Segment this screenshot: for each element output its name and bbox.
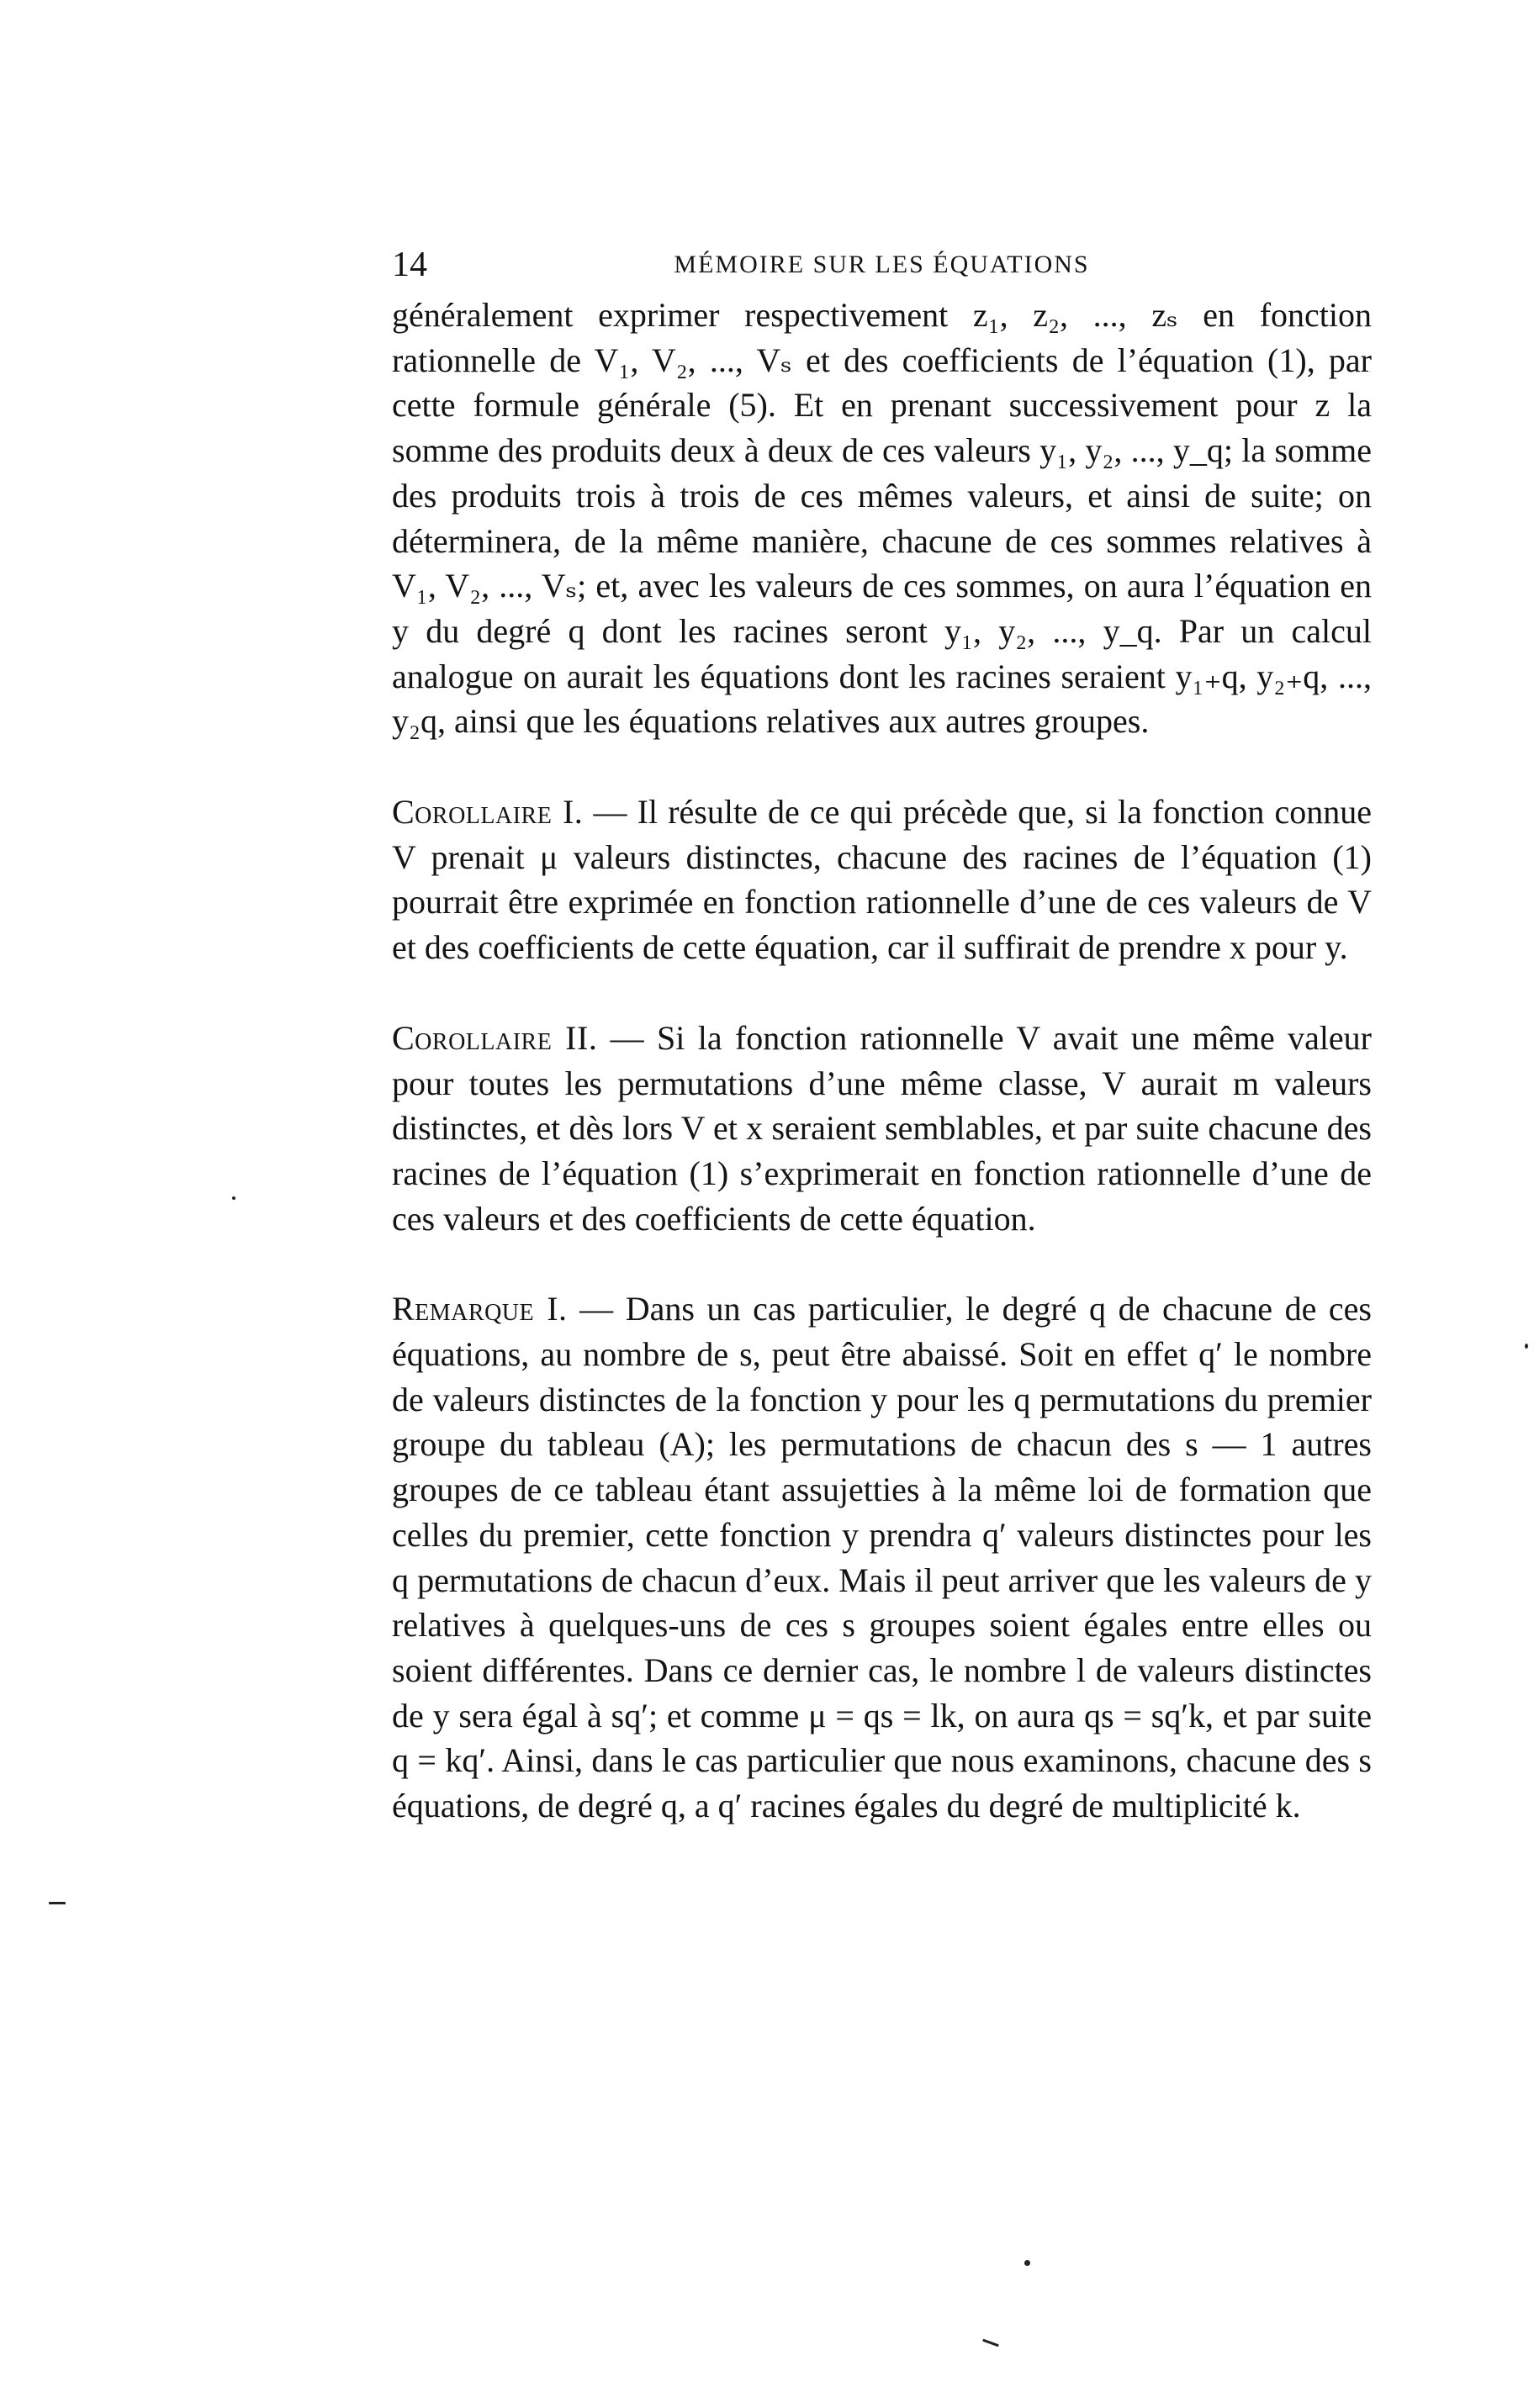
page-number: 14: [392, 246, 427, 284]
scan-speck: [982, 2339, 999, 2347]
corollaire-2-heading: Corollaire II.: [392, 1018, 598, 1057]
paragraph-continuation: généralement exprimer respectivement z₁, z₂, ..., zₛ en fonction rationnelle de V₁, V₂, ..., Vₛ et des coefficients de l’équation (1), par cette formule générale (5). Et en prenant successivement pour z la somme des produits deux à deux de ces valeurs y₁, y₂, ..., y_q; la somme des produits trois à trois de ces mêmes valeurs, et ainsi de suite; on déterminera, de la même manière, chacune de ces sommes relatives à V₁, V₂, ..., Vₛ; et, avec les valeurs de ces sommes, on aura l’équation en y du degré q dont les racines seront y₁, y₂, ..., y_q. Par un calcul analogue on aurait les équations dont les racines seraient y₁₊q, y₂₊q, ..., y₂q, ainsi que les équations relatives aux autres groupes.: [392, 296, 1372, 741]
paragraph-corollaire-1: [392, 789, 1372, 970]
scan-speck: [49, 1902, 66, 1904]
scan-speck: [232, 1196, 235, 1200]
body-text: [392, 293, 1372, 1829]
scan-speck: [1024, 2260, 1030, 2266]
corollaire-2-text: — Si la fonction rationnelle V avait une même valeur pour toutes les permutations d’une même classe, V aurait m valeurs distinctes, et dès lors V et x seraient semblables, et par suite chacune des racines de l’équation (1) s’exprimerait en fonction rationnelle d’une de ces valeurs et des coefficients de cette équation.: [392, 1018, 1373, 1238]
scan-speck: [1525, 1344, 1528, 1349]
remarque-1-heading: Remarque I.: [392, 1290, 568, 1328]
running-title: MÉMOIRE SUR LES ÉQUATIONS: [674, 251, 1090, 278]
corollaire-1-heading: Corollaire I.: [392, 793, 584, 832]
corollaire-1-text: — Il résulte de ce qui précède que, si la fonction connue V prenait μ valeurs distinctes, chacune des racines de l’équation (1) pourrait être exprimée en fonction rationnelle d’une de ces valeurs de V et des coefficients de cette équation, car il suffirait de prendre x pour y.: [392, 793, 1373, 967]
running-head: [392, 244, 1372, 286]
paragraph-corollaire-2: [392, 1016, 1372, 1242]
paragraph-remarque-1: [392, 1286, 1372, 1828]
remarque-1-text: — Dans un cas particulier, le degré q de chacune de ces équations, au nombre de s, peut être abaissé. Soit en effet q′ le nombre de valeurs distinctes de la fonction y pour les q permutations du premier groupe du tableau (A); les permutations de chacun des s — 1 autres groupes de ce tableau étant assujetties à la même loi de formation que celles du premier, cette fonction y prendra q′ valeurs distinctes pour les q permutations de chacun d’eux. Mais il peut arriver que les valeurs de y relatives à quelques-uns de ces s groupes soient égales entre elles ou soient différentes. Dans ce dernier cas, le nombre l de valeurs distinctes de y sera égal à sq′; et comme μ = qs = lk, on aura qs = sq′k, et par suite q = kq′. Ainsi, dans le cas particulier que nous examinons, chacune des s équations, de degré q, a q′ racines égales du degré de multiplicité k.: [392, 1290, 1372, 1825]
